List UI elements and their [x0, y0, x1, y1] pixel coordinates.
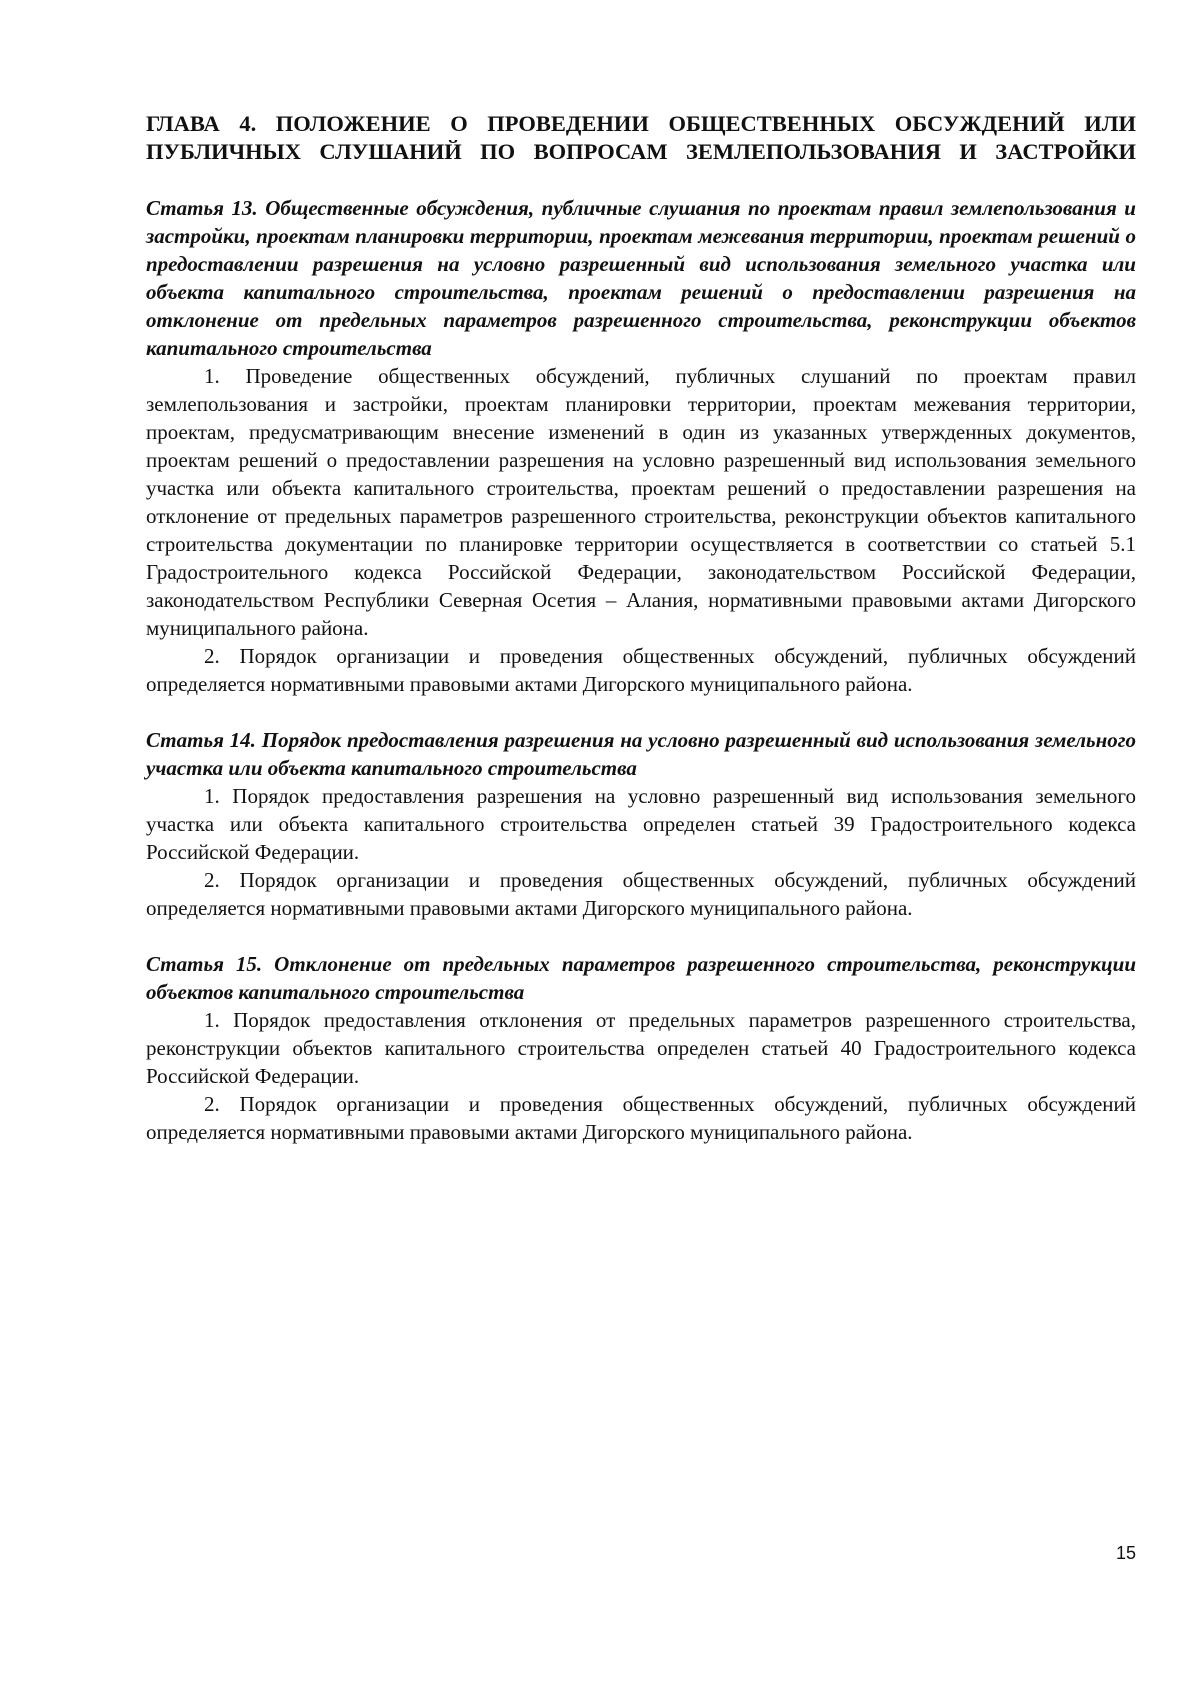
chapter-title: ГЛАВА 4. ПОЛОЖЕНИЕ О ПРОВЕДЕНИИ ОБЩЕСТВЕННЫХ ОБСУЖДЕНИЙ ИЛИ ПУБЛИЧНЫХ СЛУШАНИЙ ПО ВОПРОСАМ ЗЕМЛЕПОЛЬЗОВАНИЯ И ЗАСТРОЙКИ: [146, 111, 1136, 164]
article-paragraph: 1. Порядок предоставления разрешения на условно разрешенный вид использования земельного участка или объекта капитального строительства определен статьей 39 Градостроительного кодекса Российской Федерации.: [146, 784, 1136, 864]
document-page: [146, 110, 1136, 1174]
article-paragraph: 1. Порядок предоставления отклонения от предельных параметров разрешенного строительства, реконструкции объектов капитального строительства определен статьей 40 Градостроительного кодекса Российской Федерации.: [146, 1008, 1136, 1088]
article-paragraph: 2. Порядок организации и проведения общественных обсуждений, публичных обсуждений определяется нормативными правовыми актами Дигорского муниципального района.: [146, 868, 1136, 920]
article-14: [146, 726, 1136, 922]
article-13: [146, 194, 1136, 698]
article-paragraph: 1. Проведение общественных обсуждений, публичных слушаний по проектам правил землепользования и застройки, проектам планировки территории, проектам межевания территории, проектам, предусматривающим внесение изменений в один из указанных утвержденных документов, проектам решений о предоставлении разрешения на условно разрешенный вид использования земельного участка или объекта капитального строительства, проектам решений о предоставлении разрешения на отклонение от предельных параметров разрешенного строительства, реконструкции объектов капитального строительства документации по планировке территории осуществляется в соответствии со статьей 5.1 Градостроительного кодекса Российской Федерации, законодательством Российской Федерации, законодательством Республики Северная Осетия – Алания, нормативными правовыми актами Дигорского муниципального района.: [146, 364, 1136, 640]
article-heading: Статья 13. Общественные обсуждения, публичные слушания по проектам правил землепользования и застройки, проектам планировки территории, проектам межевания территории, проектам решений о предоставлении разрешения на условно разрешенный вид использования земельного участка или объекта капитального строительства, проектам решений о предоставлении разрешения на отклонение от предельных параметров разрешенного строительства, реконструкции объектов капитального строительства: [146, 196, 1136, 360]
article-15: [146, 950, 1136, 1146]
article-paragraph: 2. Порядок организации и проведения общественных обсуждений, публичных обсуждений определяется нормативными правовыми актами Дигорского муниципального района.: [146, 1092, 1136, 1144]
article-paragraph: 2. Порядок организации и проведения общественных обсуждений, публичных обсуждений определяется нормативными правовыми актами Дигорского муниципального района.: [146, 644, 1136, 696]
page-number: 15: [1115, 1543, 1136, 1563]
article-heading: Статья 15. Отклонение от предельных параметров разрешенного строительства, реконструкции объектов капитального строительства: [146, 952, 1136, 1004]
article-heading: Статья 14. Порядок предоставления разрешения на условно разрешенный вид использования земельного участка или объекта капитального строительства: [146, 728, 1136, 780]
